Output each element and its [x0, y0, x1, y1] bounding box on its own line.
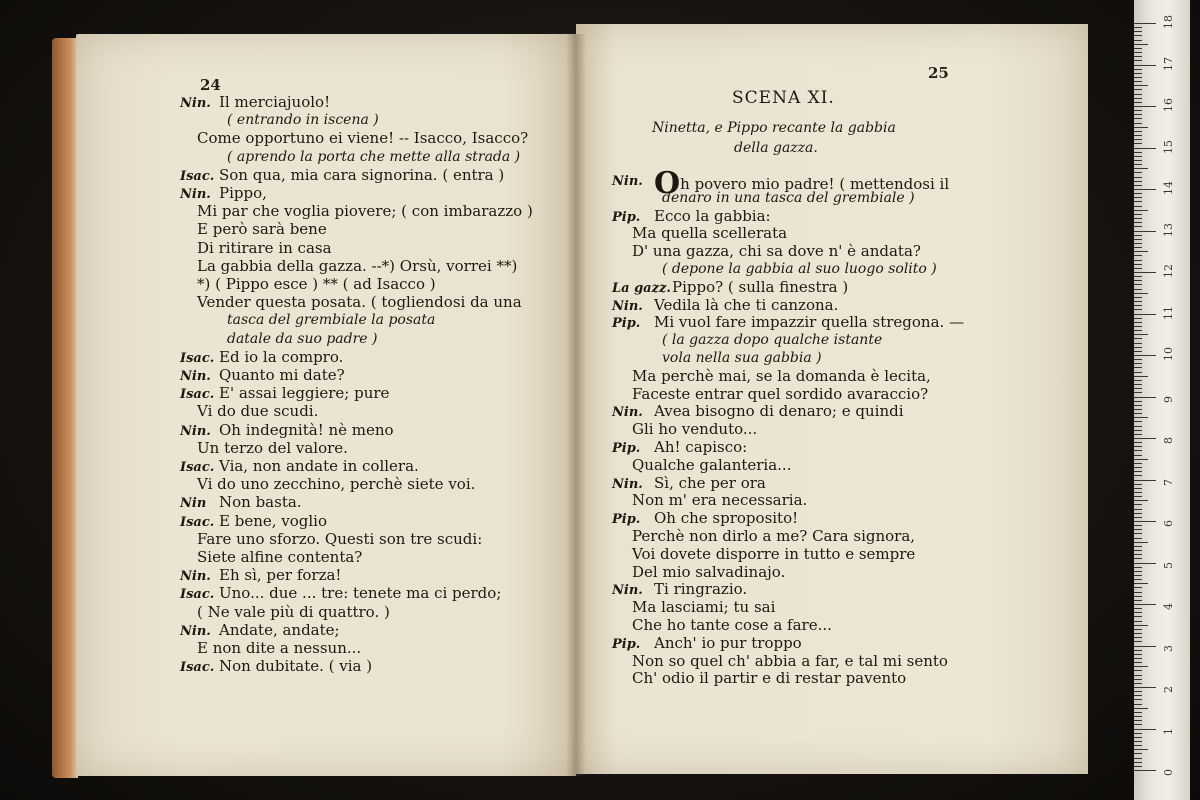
ruler-subtick — [1134, 251, 1148, 252]
ruler-subtick — [1134, 421, 1142, 422]
ruler-subtick — [1134, 351, 1142, 352]
right-page-number: 25 — [928, 64, 949, 82]
ruler-subtick — [1134, 392, 1142, 393]
left-page-number: 24 — [200, 76, 221, 94]
verse-line: D' una gazza, chi sa dove n' è andata? — [632, 242, 921, 261]
ruler-subtick — [1134, 704, 1142, 705]
ruler-tick — [1134, 604, 1156, 605]
ruler-subtick — [1134, 749, 1148, 750]
ruler-subtick — [1134, 384, 1142, 385]
ruler-subtick — [1134, 666, 1148, 667]
speaker-label: Pip. — [612, 636, 641, 652]
ruler-tick — [1134, 106, 1156, 107]
ruler-subtick — [1134, 127, 1148, 128]
verse-line: E bene, voglio — [219, 511, 328, 530]
ruler-subtick — [1134, 683, 1142, 684]
speaker-label: Pip. — [612, 441, 641, 456]
ruler-subtick — [1134, 177, 1142, 178]
speaker-label: Pip. — [612, 512, 641, 528]
ruler-subtick — [1134, 571, 1142, 572]
ruler-subtick — [1134, 492, 1142, 493]
ruler-tick — [1134, 729, 1156, 730]
verse-line: ( depone la gabbia al suo luogo solito ) — [662, 261, 937, 277]
verse-line: ( entrando in iscena ) — [227, 112, 379, 129]
speaker-label: Pip. — [612, 316, 641, 332]
verse-line: Oh indegnità! nè meno — [219, 420, 394, 439]
ruler-subtick — [1134, 193, 1142, 194]
ruler-subtick — [1134, 658, 1142, 659]
verse-line: Vender questa posata. ( togliendosi da una — [197, 293, 522, 312]
ruler-subtick — [1134, 691, 1142, 692]
ruler-subtick — [1134, 592, 1142, 593]
ruler-tick — [1134, 521, 1156, 522]
ruler-subtick — [1134, 243, 1142, 244]
ruler-subtick — [1134, 164, 1142, 165]
verse-line: E non dite a nessun... — [197, 639, 362, 657]
speaker-label: Isac. — [180, 587, 215, 603]
ruler-subtick — [1134, 471, 1142, 472]
ruler-subtick — [1134, 475, 1142, 476]
ruler-number: 15 — [1162, 139, 1175, 154]
ruler-tick — [1134, 355, 1156, 356]
ruler-subtick — [1134, 326, 1142, 327]
ruler-tick — [1134, 148, 1156, 149]
ruler-subtick — [1134, 85, 1148, 86]
ruler-number: 7 — [1162, 478, 1175, 486]
speaker-label: Nin. — [612, 476, 643, 492]
ruler-subtick — [1134, 343, 1142, 344]
verse-line-text: h povero mio padre! ( mettendosi il — [680, 175, 950, 193]
verse-line: Del mio salvadinajo. — [632, 562, 786, 581]
ruler-subtick — [1134, 753, 1142, 754]
verse-line: Ecco la gabbia: — [654, 206, 771, 225]
ruler-subtick — [1134, 500, 1148, 501]
verse-line: Vedila là che ti canzona. — [654, 295, 839, 314]
ruler-subtick — [1134, 367, 1142, 368]
ruler-subtick — [1134, 745, 1142, 746]
ruler-subtick — [1134, 110, 1142, 111]
verse-line: Quanto mi date? — [219, 366, 345, 384]
ruler-tick — [1134, 231, 1156, 232]
ruler-subtick — [1134, 118, 1142, 119]
verse-line: ( la gazza dopo qualche istante — [662, 332, 883, 349]
ruler-subtick — [1134, 579, 1142, 580]
verse-line: Gli ho venduto... — [632, 420, 758, 439]
ruler-subtick — [1134, 629, 1142, 630]
ruler-subtick — [1134, 762, 1142, 763]
ruler-subtick — [1134, 322, 1142, 323]
ruler-number: 3 — [1162, 644, 1175, 652]
ruler-subtick — [1134, 679, 1142, 680]
ruler-subtick — [1134, 446, 1142, 447]
ruler-subtick — [1134, 484, 1142, 485]
ruler-subtick — [1134, 641, 1142, 642]
verse-line: Che ho tante cose a fare... — [632, 616, 832, 634]
verse-line: Andate, andate; — [219, 620, 340, 639]
ruler-subtick — [1134, 114, 1142, 115]
ruler-subtick — [1134, 35, 1142, 36]
verse-line: tasca del grembiale la posata — [227, 312, 436, 329]
verse-line: Ma quella scellerata — [632, 224, 788, 243]
ruler-tick — [1134, 646, 1156, 647]
ruler-subtick — [1134, 625, 1148, 626]
verse-line: Sì, che per ora — [654, 473, 766, 492]
speaker-label: La gazz. — [612, 280, 671, 296]
ruler-subtick — [1134, 442, 1142, 443]
ruler-number: 4 — [1162, 603, 1175, 610]
ruler-subtick — [1134, 280, 1142, 281]
verse-line: Pippo? ( sulla finestra ) — [672, 277, 849, 296]
ruler-number: 0 — [1162, 769, 1175, 776]
ruler-subtick — [1134, 94, 1142, 95]
ruler-number: 2 — [1162, 686, 1175, 693]
ruler-subtick — [1134, 434, 1142, 435]
ruler-subtick — [1134, 172, 1142, 173]
ruler-tick — [1134, 563, 1156, 564]
ruler-tick — [1134, 687, 1156, 688]
ruler-subtick — [1134, 546, 1142, 547]
verse-line: Siete alfine contenta? — [197, 548, 363, 566]
speaker-label: Nin. — [612, 583, 643, 599]
ruler-subtick — [1134, 301, 1142, 302]
ruler-subtick — [1134, 284, 1142, 285]
scene-heading: SCENA XI. — [732, 88, 835, 108]
ruler-subtick — [1134, 463, 1142, 464]
speaker-label: Pip. — [612, 209, 641, 225]
ruler-tick — [1134, 770, 1156, 771]
ruler-subtick — [1134, 260, 1142, 261]
ruler-subtick — [1134, 675, 1142, 676]
verse-line: denaro in una tasca del grembiale ) — [662, 189, 915, 206]
ruler-subtick — [1134, 160, 1142, 161]
ruler-subtick — [1134, 363, 1142, 364]
ruler-subtick — [1134, 197, 1142, 198]
ruler-subtick — [1134, 558, 1142, 559]
verse-line: ( aprendo la porta che mette alla strada ) — [227, 148, 521, 165]
verse-line: Vi do due scudi. — [197, 402, 319, 421]
ruler-subtick — [1134, 27, 1142, 28]
ruler-subtick — [1134, 529, 1142, 530]
speaker-label: Nin. — [180, 569, 211, 585]
verse-line: Pippo, — [219, 184, 267, 202]
ruler-subtick — [1134, 587, 1142, 588]
speaker-label: Isac. — [180, 460, 215, 475]
verse-line: Qualche galanteria... — [632, 455, 792, 474]
book-gutter — [566, 34, 586, 776]
ruler-subtick — [1134, 168, 1148, 169]
ruler-subtick — [1134, 525, 1142, 526]
ruler-subtick — [1134, 297, 1142, 298]
ruler-tick — [1134, 397, 1156, 398]
verse-line: ( Ne vale più di quattro. ) — [197, 602, 390, 621]
ruler-subtick — [1134, 359, 1142, 360]
verse-line: Perchè non dirlo a me? Cara signora, — [632, 527, 916, 545]
open-book — [52, 24, 1092, 780]
verse-line: *) ( Pippo esce ) ** ( ad Isacco ) — [197, 275, 436, 293]
ruler-subtick — [1134, 600, 1142, 601]
ruler-subtick — [1134, 73, 1142, 74]
ruler-subtick — [1134, 201, 1142, 202]
verse-line: Un terzo del valore. — [197, 438, 348, 457]
speaker-label: Nin. — [180, 96, 211, 111]
ruler-subtick — [1134, 708, 1148, 709]
verse-line: datale da suo padre ) — [227, 330, 378, 347]
ruler-tick — [1134, 438, 1156, 439]
ruler-subtick — [1134, 89, 1142, 90]
speaker-label: Nin. — [180, 187, 211, 202]
ruler-subtick — [1134, 44, 1148, 45]
ruler-subtick — [1134, 695, 1142, 696]
ruler-tick — [1134, 314, 1156, 315]
ruler-tick — [1134, 272, 1156, 273]
ruler-subtick — [1134, 450, 1142, 451]
ruler-subtick — [1134, 131, 1142, 132]
ruler-subtick — [1134, 633, 1142, 634]
speaker-label: Nin. — [180, 623, 211, 639]
ruler-subtick — [1134, 650, 1142, 651]
ruler-number: 10 — [1162, 347, 1175, 361]
ruler-subtick — [1134, 716, 1142, 717]
ruler-subtick — [1134, 372, 1142, 373]
verse-line: Non basta. — [219, 493, 302, 512]
ruler-subtick — [1134, 670, 1142, 671]
speaker-label: Isac. — [180, 514, 215, 530]
verse-line: Ah! capisco: — [654, 438, 748, 456]
ruler-subtick — [1134, 766, 1142, 767]
verse-line: Faceste entrar quel sordido avaraccio? — [632, 384, 929, 403]
ruler-number: 17 — [1162, 56, 1175, 71]
ruler-number: 18 — [1162, 15, 1175, 29]
verse-line: Ma lasciami; tu sai — [632, 598, 776, 617]
verse-line: Voi dovete disporre in tutto e sempre — [632, 544, 916, 563]
ruler-subtick — [1134, 612, 1142, 613]
ruler-subtick — [1134, 654, 1142, 655]
ruler-subtick — [1134, 305, 1142, 306]
verse-line: Avea bisogno di denaro; e quindi — [654, 402, 904, 421]
ruler-subtick — [1134, 60, 1142, 61]
ruler-subtick — [1134, 222, 1142, 223]
ruler-subtick — [1134, 143, 1142, 144]
ruler-subtick — [1134, 48, 1142, 49]
ruler-subtick — [1134, 712, 1142, 713]
ruler-subtick — [1134, 135, 1142, 136]
ruler-subtick — [1134, 699, 1142, 700]
ruler-number: 14 — [1162, 181, 1175, 195]
verse-line: Come opportuno ei viene! -- Isacco, Isacco? — [197, 129, 529, 148]
verse-line: La gabbia della gazza. --*) Orsù, vorrei **) — [197, 256, 518, 275]
ruler-subtick — [1134, 156, 1142, 157]
ruler-subtick — [1134, 542, 1148, 543]
verse-line: Ed io la compro. — [219, 347, 344, 366]
ruler-tick — [1134, 65, 1156, 66]
ruler-subtick — [1134, 608, 1142, 609]
ruler-subtick — [1134, 276, 1142, 277]
ruler-subtick — [1134, 737, 1142, 738]
verse-line: Oh che sproposito! — [654, 509, 799, 528]
ruler-subtick — [1134, 123, 1142, 124]
ruler-subtick — [1134, 214, 1142, 215]
measuring-ruler — [1134, 0, 1190, 800]
verse-line: Di ritirare in casa — [197, 238, 332, 257]
ruler-number: 5 — [1162, 561, 1175, 569]
ruler-number: 1 — [1162, 727, 1175, 735]
ruler-subtick — [1134, 455, 1142, 456]
ruler-subtick — [1134, 616, 1142, 617]
ruler-tick — [1134, 189, 1156, 190]
ruler-subtick — [1134, 31, 1142, 32]
speaker-label: Nin. — [180, 423, 211, 439]
ruler-subtick — [1134, 185, 1142, 186]
ruler-subtick — [1134, 56, 1142, 57]
verse-line: Via, non andate in collera. — [219, 457, 419, 475]
ruler-subtick — [1134, 376, 1148, 377]
ruler-subtick — [1134, 430, 1142, 431]
ruler-subtick — [1134, 533, 1142, 534]
verse-line: Non m' era necessaria. — [632, 491, 808, 510]
ruler-subtick — [1134, 504, 1142, 505]
ruler-subtick — [1134, 621, 1142, 622]
ruler-subtick — [1134, 413, 1142, 414]
ruler-number: 8 — [1162, 437, 1175, 444]
speaker-label: Nin. — [612, 405, 643, 421]
ruler-subtick — [1134, 40, 1142, 41]
ruler-subtick — [1134, 637, 1142, 638]
ruler-subtick — [1134, 247, 1142, 248]
ruler-subtick — [1134, 334, 1148, 335]
speaker-label: Isac. — [180, 168, 215, 184]
ruler-subtick — [1134, 210, 1148, 211]
verse-line: Non dubitate. ( via ) — [219, 657, 373, 676]
verse-line: Ch' odio il partir e di restar pavento — [632, 669, 907, 688]
ruler-subtick — [1134, 239, 1142, 240]
ruler-subtick — [1134, 596, 1142, 597]
speaker-label: Isac. — [180, 660, 215, 676]
ruler-subtick — [1134, 488, 1142, 489]
ruler-subtick — [1134, 69, 1142, 70]
ruler-subtick — [1134, 268, 1142, 269]
speaker-label: Isac. — [180, 350, 215, 366]
ruler-subtick — [1134, 509, 1142, 510]
speaker-label: Nin. — [612, 174, 643, 189]
ruler-subtick — [1134, 417, 1148, 418]
ruler-number: 12 — [1162, 264, 1175, 278]
ruler-subtick — [1134, 380, 1142, 381]
ruler-subtick — [1134, 181, 1142, 182]
verse-line: Vi do uno zecchino, perchè siete voi. — [197, 475, 476, 494]
ruler-subtick — [1134, 459, 1148, 460]
ruler-subtick — [1134, 517, 1142, 518]
verse-line: Eh sì, per forza! — [219, 566, 342, 585]
ruler-subtick — [1134, 513, 1142, 514]
ruler-subtick — [1134, 550, 1142, 551]
ruler-subtick — [1134, 293, 1148, 294]
ruler-subtick — [1134, 338, 1142, 339]
ruler-subtick — [1134, 409, 1142, 410]
verse-line: Anch' io pur troppo — [654, 633, 802, 652]
ruler-number: 16 — [1162, 98, 1175, 112]
ruler-subtick — [1134, 347, 1142, 348]
verse-line: Ma perchè mai, se la domanda è lecita, — [632, 366, 931, 385]
drop-cap: O — [654, 166, 681, 201]
verse-line: Fare uno sforzo. Questi son tre scudi: — [197, 529, 483, 548]
verse-line: Mi vuol fare impazzir quella stregona. — — [654, 313, 965, 332]
ruler-tick — [1134, 480, 1156, 481]
speaker-label: Nin — [180, 496, 207, 512]
ruler-subtick — [1134, 401, 1142, 402]
ruler-subtick — [1134, 98, 1142, 99]
ruler-subtick — [1134, 264, 1142, 265]
speaker-label: Nin. — [180, 369, 211, 384]
verse-line: Son qua, mia cara signorina. ( entra ) — [219, 165, 505, 184]
ruler-subtick — [1134, 218, 1142, 219]
book-spine-edge — [52, 38, 78, 778]
ruler-subtick — [1134, 554, 1142, 555]
verse-line: Non so quel ch' abbia a far, e tal mi sento — [632, 651, 948, 670]
ruler-subtick — [1134, 102, 1142, 103]
ruler-number: 13 — [1162, 222, 1175, 237]
ruler-subtick — [1134, 467, 1142, 468]
verse-line: Il merciajuolo! — [219, 93, 331, 111]
ruler-subtick — [1134, 567, 1142, 568]
ruler-subtick — [1134, 309, 1142, 310]
verse-line: Ti ringrazio. — [654, 580, 748, 599]
scene-subheading-1: Ninetta, e Pippo recante la gabbia — [652, 120, 896, 136]
ruler-subtick — [1134, 758, 1142, 759]
ruler-subtick — [1134, 226, 1142, 227]
ruler-subtick — [1134, 426, 1142, 427]
ruler-subtick — [1134, 496, 1142, 497]
ruler-subtick — [1134, 741, 1142, 742]
scene-subheading-2: della gazza. — [734, 140, 818, 156]
verse-line: E però sarà bene — [197, 220, 327, 239]
ruler-subtick — [1134, 724, 1142, 725]
speaker-label: Isac. — [180, 387, 215, 403]
ruler-subtick — [1134, 662, 1142, 663]
ruler-subtick — [1134, 330, 1142, 331]
ruler-number: 6 — [1162, 520, 1175, 527]
ruler-tick — [1134, 23, 1156, 24]
ruler-subtick — [1134, 139, 1142, 140]
ruler-subtick — [1134, 81, 1142, 82]
ruler-subtick — [1134, 405, 1142, 406]
ruler-subtick — [1134, 77, 1142, 78]
ruler-number: 11 — [1162, 305, 1175, 320]
ruler-subtick — [1134, 318, 1142, 319]
ruler-subtick — [1134, 289, 1142, 290]
ruler-subtick — [1134, 52, 1142, 53]
ruler-subtick — [1134, 538, 1142, 539]
ruler-subtick — [1134, 575, 1142, 576]
ruler-subtick — [1134, 388, 1142, 389]
ruler-number: 9 — [1162, 395, 1175, 403]
ruler-subtick — [1134, 583, 1148, 584]
ruler-subtick — [1134, 235, 1142, 236]
ruler-subtick — [1134, 206, 1142, 207]
verse-line: vola nella sua gabbia ) — [662, 350, 822, 366]
verse-line: Uno... due ... tre: tenete ma ci perdo; — [219, 584, 502, 603]
verse-line: E' assai leggiere; pure — [219, 384, 390, 403]
ruler-subtick — [1134, 733, 1142, 734]
ruler-subtick — [1134, 720, 1142, 721]
verse-line: Mi par che voglia piovere; ( con imbarazzo ) — [197, 202, 533, 221]
ruler-subtick — [1134, 255, 1142, 256]
speaker-label: Nin. — [612, 298, 643, 314]
ruler-subtick — [1134, 152, 1142, 153]
